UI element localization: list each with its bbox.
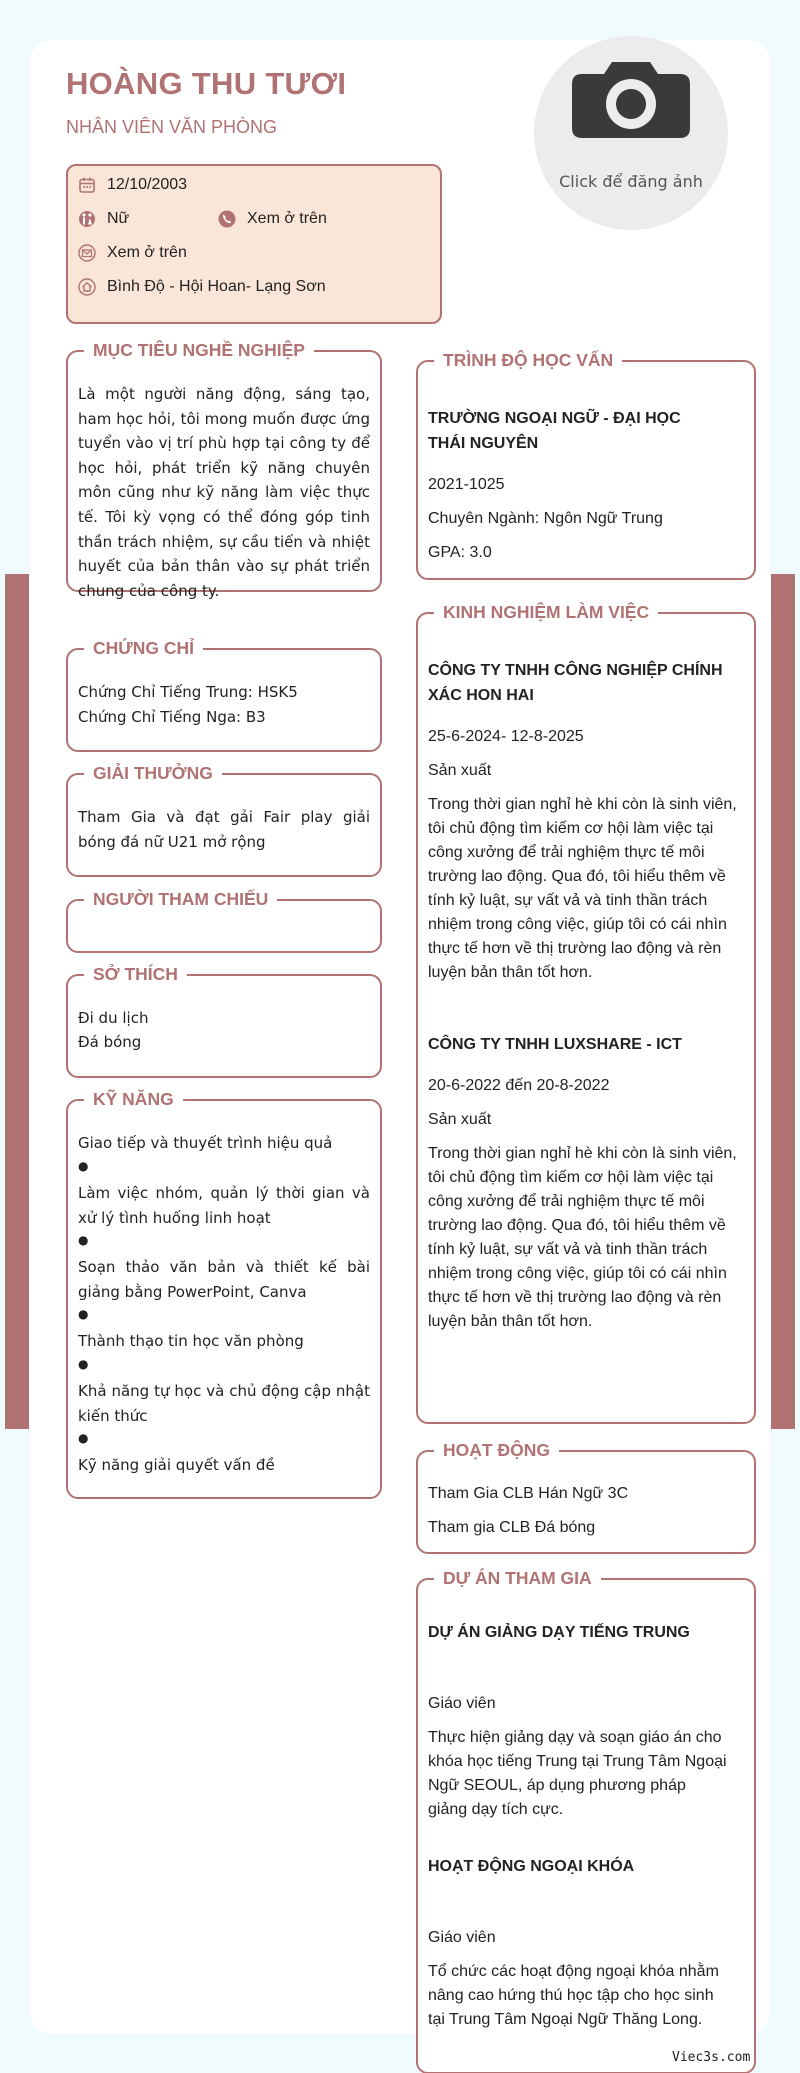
company-name[interactable]: CÔNG TY TNHH LUXSHARE - ICT [428,1036,682,1053]
certificates-section [66,638,382,752]
job-position[interactable]: Sản xuất [428,762,492,779]
references-title: NGƯỜI THAM CHIẾU [84,887,277,911]
activity-item[interactable]: Tham gia CLB Đá bóng [428,1519,596,1536]
watermark: Viec3s.com [672,2050,751,2065]
education-section [416,350,756,580]
certificates-title: CHỨNG CHỈ [84,636,203,660]
hobbies-section [66,964,382,1078]
activity-item[interactable]: Tham Gia CLB Hán Ngữ 3C [428,1485,629,1502]
gender-value[interactable]: Nữ [107,210,130,227]
projects-title: DỰ ÁN THAM GIA [434,1566,601,1590]
gender-icon [78,210,96,228]
project-role[interactable]: Giáo viên [428,1695,496,1712]
skill-item[interactable]: Thành thạo tin học văn phòng [78,1332,304,1350]
education-period[interactable]: 2021-1025 [428,476,505,493]
home-icon [78,278,96,296]
job-description[interactable]: Trong thời gian nghỉ hè khi còn là sinh viên, tôi chủ động tìm kiếm cơ hội làm việc tại công xưởng để trải nghiệm thực tế môi trường lao động. Qua đó, tôi hiểu thêm về tính kỷ luật, sự vất vả và tinh thần trách nhiệm trong công việc, giúp tôi có cái nhìn thực tế hơn về thị trường lao động và rèn luyện bản thân tốt hơn. [428,1145,737,1330]
bullet: ● [78,1431,89,1445]
calendar-icon [78,176,96,194]
project-name[interactable]: HOẠT ĐỘNG NGOẠI KHÓA [428,1858,635,1875]
skill-item[interactable]: Khả năng tự học và chủ động cập nhật kiến thức [78,1382,370,1425]
photo-caption: Click để đăng ảnh [559,172,703,191]
skill-item[interactable]: Kỹ năng giải quyết vấn đề [78,1456,275,1474]
school-name[interactable]: TRƯỜNG NGOẠI NGỮ - ĐẠI HỌC THÁI NGUYÊN [428,410,681,452]
skill-item[interactable]: Soạn thảo văn bản và thiết kế bài giảng bằng PowerPoint, Canva [78,1258,370,1301]
experience-title: KINH NGHIỆM LÀM VIỆC [434,600,658,624]
skill-item[interactable]: Giao tiếp và thuyết trình hiệu quả [78,1134,333,1152]
phone-row [218,210,327,228]
job-period[interactable]: 20-6-2022 đến 20-8-2022 [428,1077,610,1094]
cv-page [30,40,770,2034]
address-value[interactable]: Bình Độ - Hội Hoan- Lạng Sơn [107,278,326,295]
projects-section [416,1568,756,2073]
hobby-item[interactable]: Đá bóng [78,1033,142,1051]
project-name[interactable]: DỰ ÁN GIẢNG DẠY TIẾNG TRUNG [428,1624,690,1641]
address-row [78,278,326,296]
objective-section [66,340,382,600]
birthday-value[interactable]: 12/10/2003 [107,176,188,193]
skills-title: KỸ NĂNG [84,1087,183,1111]
bullet: ● [78,1233,89,1247]
phone-icon [218,210,236,228]
award-text[interactable]: Tham Gia và đạt gải Fair play giải bóng đá nữ U21 mở rộng [78,808,370,851]
activities-title: HOẠT ĐỘNG [434,1438,559,1462]
hobby-item[interactable]: Đi du lịch [78,1009,149,1027]
job-title[interactable]: NHÂN VIÊN VĂN PHÒNG [66,117,278,137]
birthday-row [78,176,187,194]
company-name[interactable]: CÔNG TY TNHH CÔNG NGHIỆP CHÍNH XÁC HON HAI [428,662,723,704]
bullet: ● [78,1307,89,1321]
job-position[interactable]: Sản xuất [428,1111,492,1128]
project-role[interactable]: Giáo viên [428,1929,496,1946]
camera-icon [534,36,728,230]
objective-title: MỤC TIÊU NGHỀ NGHIỆP [84,338,314,362]
job-period[interactable]: 25-6-2024- 12-8-2025 [428,728,584,745]
left-accent-bar [5,574,29,1429]
education-major[interactable]: Chuyên Ngành: Ngôn Ngữ Trung [428,510,663,527]
objective-text[interactable]: Là một người năng động, sáng tạo, ham học hỏi, tôi mong muốn được ứng tuyển vào vị trí phù hợp tại công ty để học hỏi, phát triển kỹ năng chuyên môn cũng như kỹ năng làm việc thực tế. Tôi kỳ vọng có thể đóng góp tinh thần trách nhiệm, sự cầu tiến và nhiệt huyết của bản thân vào sự phát triển chung của công ty. [78,385,370,600]
certificate-item[interactable]: Chứng Chỉ Tiếng Trung: HSK5 [78,683,298,701]
email-row [78,244,187,262]
education-gpa[interactable]: GPA: 3.0 [428,544,492,561]
awards-section [66,763,382,877]
email-value[interactable]: Xem ở trên [107,244,187,261]
bullet: ● [78,1159,89,1173]
experience-section [416,602,756,1424]
gender-row [78,210,129,228]
education-title: TRÌNH ĐỘ HỌC VẤN [434,348,622,372]
skills-section [66,1089,382,1499]
awards-title: GIẢI THƯỞNG [84,761,222,785]
certificate-item[interactable]: Chứng Chỉ Tiếng Nga: B3 [78,708,266,726]
references-section [66,889,382,953]
bullet: ● [78,1357,89,1371]
project-description[interactable]: Thực hiện giảng dạy và soạn giáo án cho khóa học tiếng Trung tại Trung Tâm Ngoại Ngữ SEOUL, áp dụng phương pháp giảng dạy tích cực. [428,1729,727,1818]
email-icon [78,244,96,262]
personal-info-box [66,164,442,324]
skill-item[interactable]: Làm việc nhóm, quản lý thời gian và xử lý tình huống linh hoạt [78,1184,370,1227]
hobbies-title: SỞ THÍCH [84,962,187,986]
project-description[interactable]: Tổ chức các hoạt động ngoại khóa nhằm nâng cao hứng thú học tập cho học sinh tại Trung Tâm Ngoại Ngữ Thăng Long. [428,1963,719,2028]
activities-section [416,1440,756,1554]
right-accent-bar [771,574,795,1429]
job-description[interactable]: Trong thời gian nghỉ hè khi còn là sinh viên, tôi chủ động tìm kiếm cơ hội làm việc tại công xưởng để trải nghiệm thực tế môi trường lao động. Qua đó, tôi hiểu thêm về tính kỷ luật, sự vất vả và tinh thần trách nhiệm trong công việc, giúp tôi có cái nhìn thực tế hơn về thị trường lao động và rèn luyện bản thân tốt hơn. [428,796,737,981]
candidate-name[interactable]: HOÀNG THU TƯƠI [66,66,347,101]
phone-value[interactable]: Xem ở trên [247,210,327,227]
photo-upload[interactable] [534,36,728,230]
